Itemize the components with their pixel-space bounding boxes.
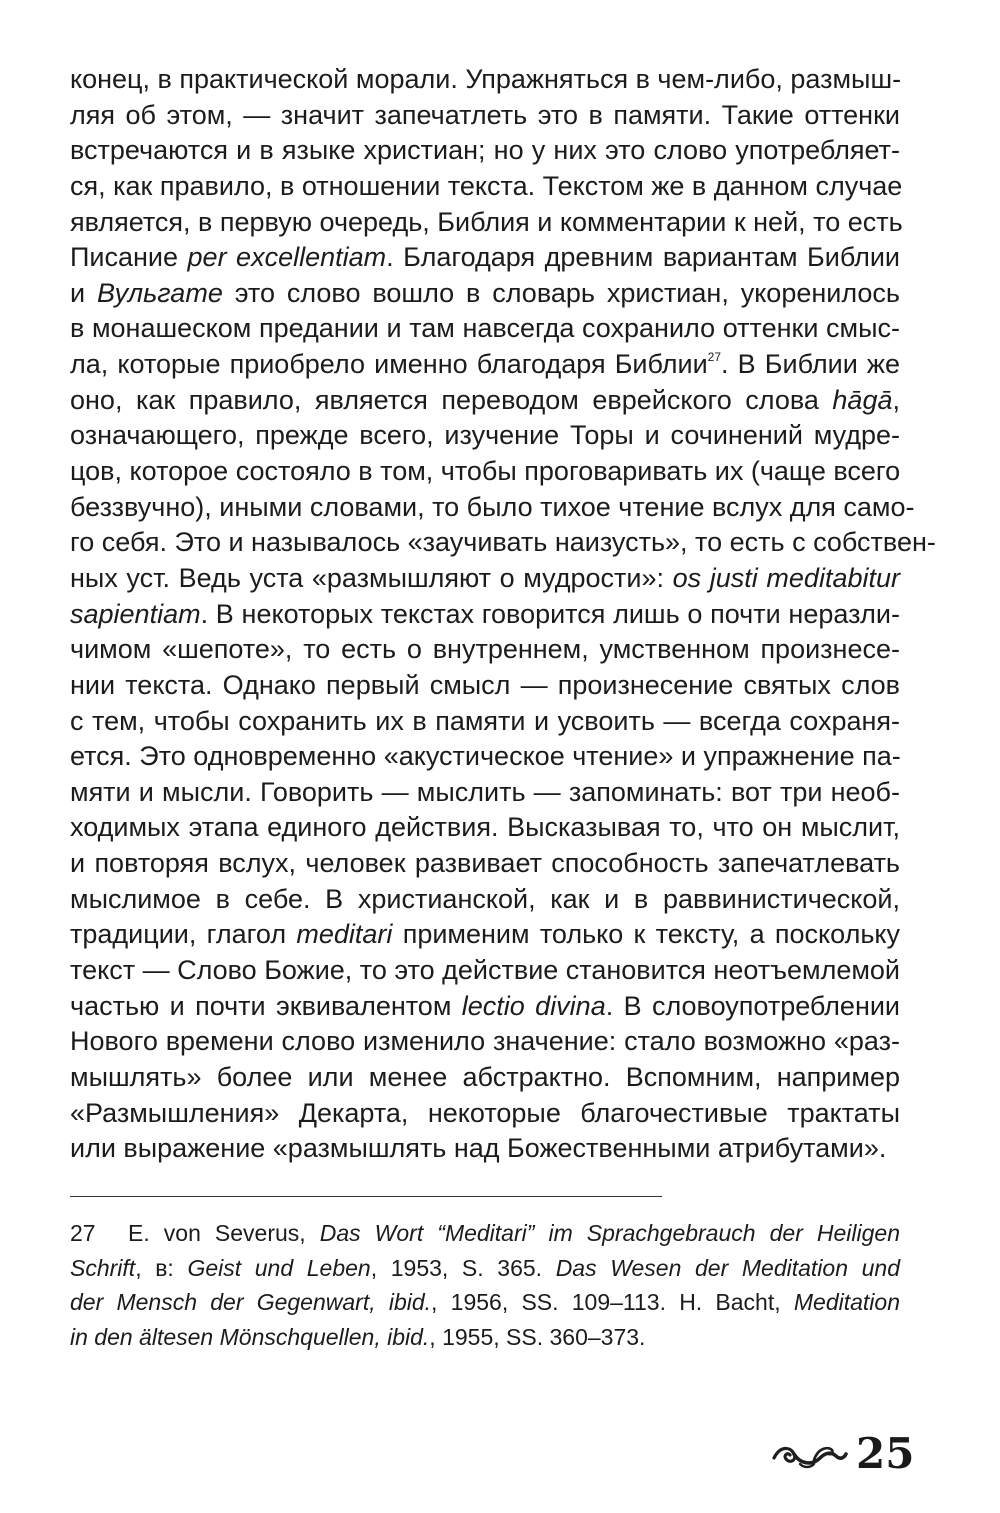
text-line	[70, 917, 900, 953]
footnote-segment: Meditation	[793, 1289, 900, 1315]
footnote-line	[70, 1285, 900, 1320]
footnote-line	[70, 1320, 900, 1355]
text-line	[70, 98, 900, 134]
text-segment: беззвучно), иными словами, то было тихое чтение вслух для само-	[70, 491, 915, 522]
footnote-segment: Schrift	[70, 1254, 136, 1281]
text-line	[70, 810, 900, 846]
text-segment: применим только к тексту, а поскольку	[392, 919, 901, 950]
text-line	[70, 418, 900, 454]
text-line	[70, 454, 900, 490]
text-line	[70, 1096, 900, 1132]
footnotes	[70, 1216, 900, 1354]
text-segment: hāgā	[832, 384, 893, 415]
text-segment: в монашеском предании и там навсегда сохранило оттенки смыс-	[70, 313, 900, 344]
footnote-line	[70, 1216, 900, 1251]
text-segment: lectio divina	[461, 990, 606, 1021]
text-segment: мышлять» более или менее абстрактно. Вспомним, например	[70, 1061, 900, 1092]
text-segment: . В словоупотреблении	[605, 990, 901, 1021]
text-segment: чимом «шепоте», то есть о внутреннем, умственном произнесе-	[70, 634, 900, 665]
text-line	[70, 347, 900, 383]
text-line	[70, 561, 900, 597]
text-line	[70, 597, 900, 633]
text-line	[70, 1060, 900, 1096]
text-line	[70, 953, 900, 989]
text-segment: означающего, прежде всего, изучение Торы и сочинений мудре-	[70, 420, 900, 451]
text-line	[70, 490, 915, 526]
text-segment: оно, как правило, является переводом еврейского слова	[70, 384, 833, 415]
text-segment: Нового времени слово изменило значение: стало возможно «раз-	[70, 1026, 900, 1057]
text-line	[70, 739, 900, 775]
text-segment: ется. Это одновременно «акустическое чтение» и упражнение па-	[70, 741, 901, 772]
text-line	[70, 383, 900, 419]
text-segment: per excellentiam	[187, 242, 387, 273]
text-segment: и повторяя вслух, человек развивает способность запечатлевать	[70, 848, 900, 879]
text-segment: ,	[892, 384, 900, 415]
text-segment: с тем, чтобы сохранить их в памяти и усвоить — всегда сохраня-	[70, 705, 900, 736]
text-segment: традиции, глагол	[70, 919, 297, 950]
footnote-divider	[70, 1196, 662, 1197]
text-segment: конец, в практической морали. Упражняться в чем-либо, размыш-	[70, 64, 902, 94]
text-segment: это слово вошло в словарь христиан, укоренилось	[222, 277, 900, 308]
text-segment: Писание	[70, 242, 188, 273]
floral-ornament-icon	[770, 1440, 850, 1470]
text-line	[70, 989, 900, 1025]
footnote-segment: , 1956, SS. 109–113. H. Bacht,	[431, 1289, 794, 1315]
footnote-segment: in den ältesen Mönschquellen, ibid.	[70, 1323, 430, 1350]
footnote-ref: 27	[707, 350, 722, 365]
text-line	[70, 882, 900, 918]
text-segment: цов, которое состояло в том, чтобы проговаривать их (чаще всего	[70, 456, 901, 487]
text-segment: . В некоторых текстах говорится лишь о почти неразли-	[200, 598, 900, 629]
text-segment: мяти и мысли. Говорить — мыслить — запоминать: вот три необ-	[70, 776, 900, 807]
text-line	[70, 240, 900, 276]
footnote-segment: Das Wesen der Meditation und	[555, 1254, 900, 1281]
footnote-segment: der Mensch der Gegenwart, ibid.	[70, 1289, 432, 1315]
text-line	[70, 668, 900, 704]
text-line	[70, 632, 900, 668]
main-text	[70, 62, 936, 1167]
text-segment: sapientiam	[70, 598, 201, 629]
text-segment: ходимых этапа единого действия. Высказывая то, что он мыслит,	[70, 812, 900, 843]
footnote-line	[70, 1251, 900, 1286]
text-line	[70, 775, 900, 811]
text-line	[70, 205, 903, 241]
footnote-segment: , 1955, SS. 360–373.	[429, 1323, 646, 1350]
text-segment: «Размышления» Декарта, некоторые благочестивые трактаты	[70, 1097, 900, 1128]
footnote-segment: E. von Severus,	[128, 1220, 320, 1246]
text-line	[70, 169, 903, 205]
text-segment: os justi meditabitur	[672, 562, 900, 593]
text-line	[70, 1131, 900, 1167]
text-segment: или выражение «размышлять над Божественными атрибутами».	[70, 1133, 887, 1164]
text-segment: . Благодаря древним вариантам Библии	[386, 242, 901, 273]
text-segment: является, в первую очередь, Библия и комментарии к ней, то есть	[70, 206, 903, 237]
footnote-number: 27	[70, 1220, 96, 1246]
text-line	[70, 62, 900, 98]
text-line	[70, 704, 900, 740]
footnote-segment: Geist und Leben	[187, 1254, 371, 1281]
text-segment: текст — Слово Божие, то это действие становится неотъемлемой	[70, 955, 901, 986]
footnote-segment: Das Wort “Meditari” im Sprachgebrauch der Heiligen	[319, 1220, 901, 1246]
text-line	[70, 311, 900, 347]
page-number: 25	[856, 1429, 915, 1478]
text-line	[70, 846, 900, 882]
text-segment: мыслимое в себе. В христианской, как и в раввинистической,	[70, 883, 900, 914]
text-segment: встречаются и в языке христиан; но у них это слово употребляет-	[70, 135, 900, 166]
text-segment: и	[70, 277, 97, 308]
text-segment: ных уст. Ведь уста «размышляют о мудрости»:	[70, 562, 673, 593]
folio	[770, 1428, 915, 1488]
text-line	[70, 276, 900, 312]
text-segment: ляя об этом, — значит запечатлеть это в памяти. Такие оттенки	[70, 99, 900, 130]
text-segment: . В Библии же	[721, 349, 900, 380]
text-segment: частью и почти эквивалентом	[70, 990, 462, 1021]
footnote-segment: , в:	[135, 1254, 188, 1281]
text-segment: Вульгате	[96, 277, 223, 308]
text-segment: ла, которые приобрело именно благодаря Библии	[70, 349, 708, 380]
text-line	[70, 1024, 900, 1060]
text-line	[70, 133, 900, 169]
text-segment: нии текста. Однако первый смысл — произнесение святых слов	[70, 669, 900, 700]
text-segment: го себя. Это и называлось «заучивать наизусть», то есть с собствен-	[70, 527, 936, 558]
text-segment: ся, как правило, в отношении текста. Текстом же в данном случае	[70, 170, 903, 201]
text-line	[70, 525, 936, 561]
footnote-segment: , 1953, S. 365.	[370, 1254, 556, 1281]
text-segment: meditari	[296, 919, 393, 950]
